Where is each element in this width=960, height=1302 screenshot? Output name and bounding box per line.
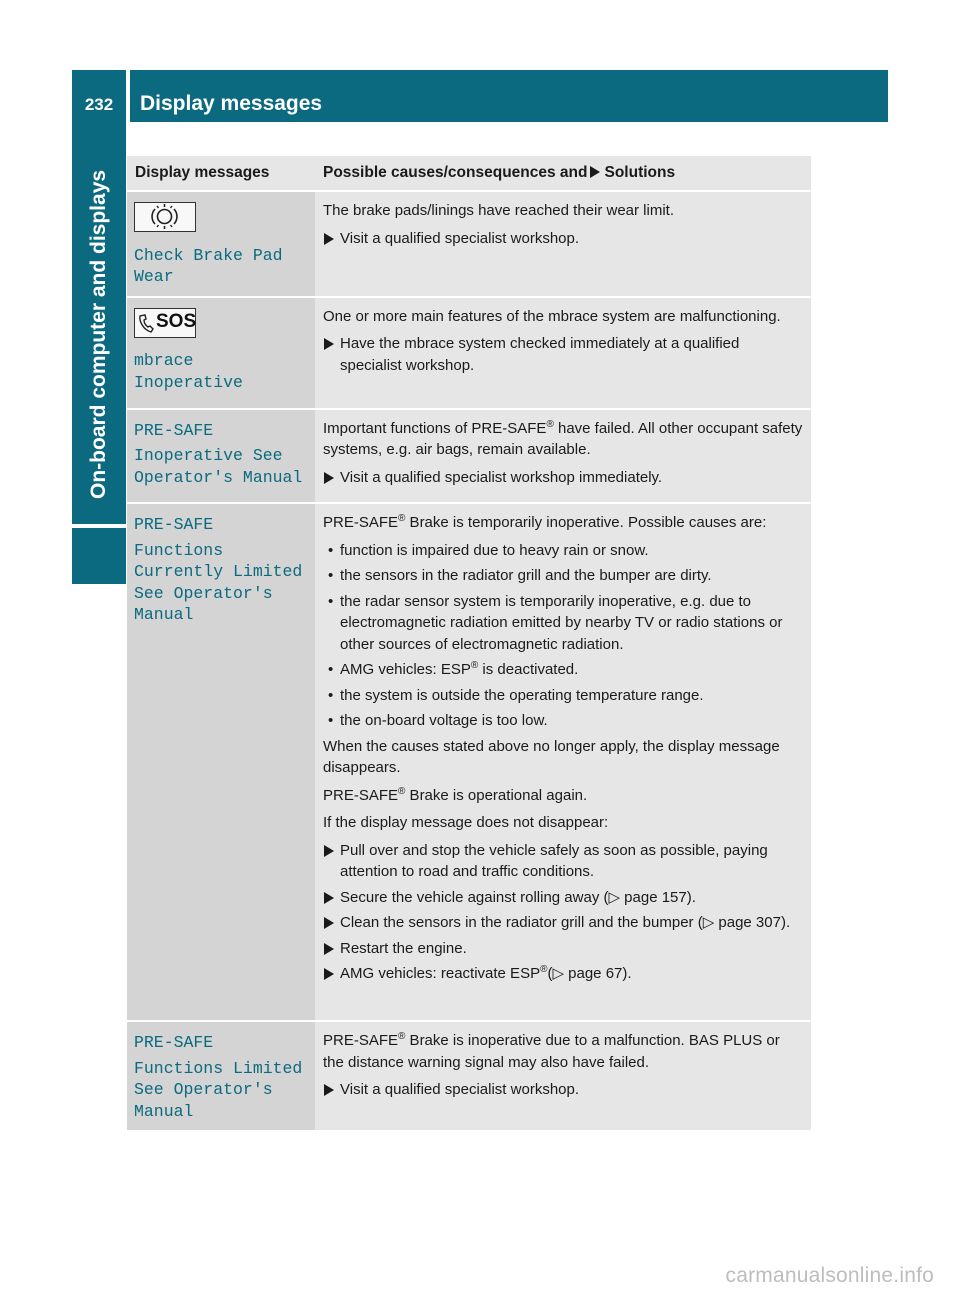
message-cell xyxy=(127,409,315,504)
table-row xyxy=(127,503,811,1021)
message-cell xyxy=(127,503,315,1021)
chapter-tab xyxy=(72,122,126,584)
list-item: • function is impaired due to heavy rain or snow. xyxy=(323,540,803,562)
page-title: Display messages xyxy=(140,92,323,115)
table-row xyxy=(127,409,811,504)
table-row xyxy=(127,191,811,297)
col-header-causes-solutions xyxy=(315,156,811,191)
list-item: • the system is outside the operating temperature range. xyxy=(323,685,803,707)
message-cell xyxy=(127,1021,315,1131)
cause-text: Important functions of PRE-SAFE® have failed. All other occupant safety systems, e.g. air bags, remain available. xyxy=(323,418,803,458)
action-item: Have the mbrace system checked immediately at a qualified specialist workshop. xyxy=(323,333,803,376)
display-message-text: Check Brake Pad Wear xyxy=(134,245,283,286)
action-item: Restart the engine. xyxy=(323,938,803,960)
solution-cell xyxy=(315,1021,811,1131)
display-message-title: PRE-SAFE xyxy=(134,515,214,534)
display-message-text: Inoperative See Operator's Manual xyxy=(134,446,303,487)
col-header-causes: Possible causes/consequences and xyxy=(323,164,588,181)
header-divider xyxy=(126,70,130,122)
display-message-title: PRE-SAFE xyxy=(134,1033,214,1052)
col-header-display-messages: Display messages xyxy=(127,156,315,191)
solution-arrow-icon xyxy=(590,166,600,178)
display-message-text: Functions Limited See Operator's Manual xyxy=(134,1058,303,1121)
cause-intro: PRE-SAFE® Brake is temporarily inoperative. Possible causes are: xyxy=(323,513,767,531)
solution-cell xyxy=(315,191,811,297)
chapter-tab-label: On-board computer and displays xyxy=(87,170,110,500)
sos-phone-icon xyxy=(134,308,196,338)
display-message-text: mbrace Inoperative xyxy=(134,351,243,392)
col-header-solutions: Solutions xyxy=(604,164,676,181)
action-item: Visit a qualified specialist workshop immediately. xyxy=(323,467,803,489)
action-item: Secure the vehicle against rolling away (▷ page 157). xyxy=(323,887,803,909)
action-item: Pull over and stop the vehicle safely as soon as possible, paying attention to road and traffic conditions. xyxy=(323,840,803,883)
page-header xyxy=(72,70,888,122)
table-header-row xyxy=(127,156,811,191)
solution-cell xyxy=(315,503,811,1021)
message-cell xyxy=(127,297,315,409)
action-item: Clean the sensors in the radiator grill and the bumper (▷ page 307). xyxy=(323,912,803,934)
list-item: • AMG vehicles: ESP® is deactivated. xyxy=(323,659,803,681)
table-row xyxy=(127,1021,811,1131)
message-cell xyxy=(127,191,315,297)
paragraph: If the display message does not disappear: xyxy=(323,814,609,831)
action-item: Visit a qualified specialist workshop. xyxy=(323,228,803,250)
list-item: • the sensors in the radiator grill and the bumper are dirty. xyxy=(323,565,803,587)
list-item: • the on-board voltage is too low. xyxy=(323,710,803,732)
cause-text: One or more main features of the mbrace system are malfunctioning. xyxy=(323,307,781,325)
action-item: AMG vehicles: reactivate ESP®(▷ page 67). xyxy=(323,963,803,985)
cause-text: The brake pads/linings have reached their wear limit. xyxy=(323,202,675,219)
brake-pad-wear-icon xyxy=(134,202,196,232)
paragraph: When the causes stated above no longer apply, the display message disappears. xyxy=(323,737,780,776)
cause-text: PRE-SAFE® Brake is inoperative due to a malfunction. BAS PLUS or the distance warning signal may also have failed. xyxy=(323,1031,780,1071)
table-row xyxy=(127,297,811,409)
solution-cell xyxy=(315,409,811,504)
solution-cell xyxy=(315,297,811,409)
paragraph: PRE-SAFE® Brake is operational again. xyxy=(323,785,588,804)
page-number: 232 xyxy=(84,95,114,114)
list-item: • the radar sensor system is temporarily inoperative, e.g. due to electromagnetic radiation emitted by nearby TV or radio stations or other sources of electromagnetic radiation. xyxy=(323,591,803,656)
action-item: Visit a qualified specialist workshop. xyxy=(323,1079,803,1101)
watermark: carmanualsonline.info xyxy=(725,1264,934,1287)
display-message-title: PRE-SAFE xyxy=(134,420,214,440)
display-message-text: Functions Currently Limited See Operator's Manual xyxy=(134,540,303,624)
display-messages-table xyxy=(127,156,811,1132)
sos-label: SOS xyxy=(156,310,197,332)
chapter-tab-divider xyxy=(72,524,126,528)
